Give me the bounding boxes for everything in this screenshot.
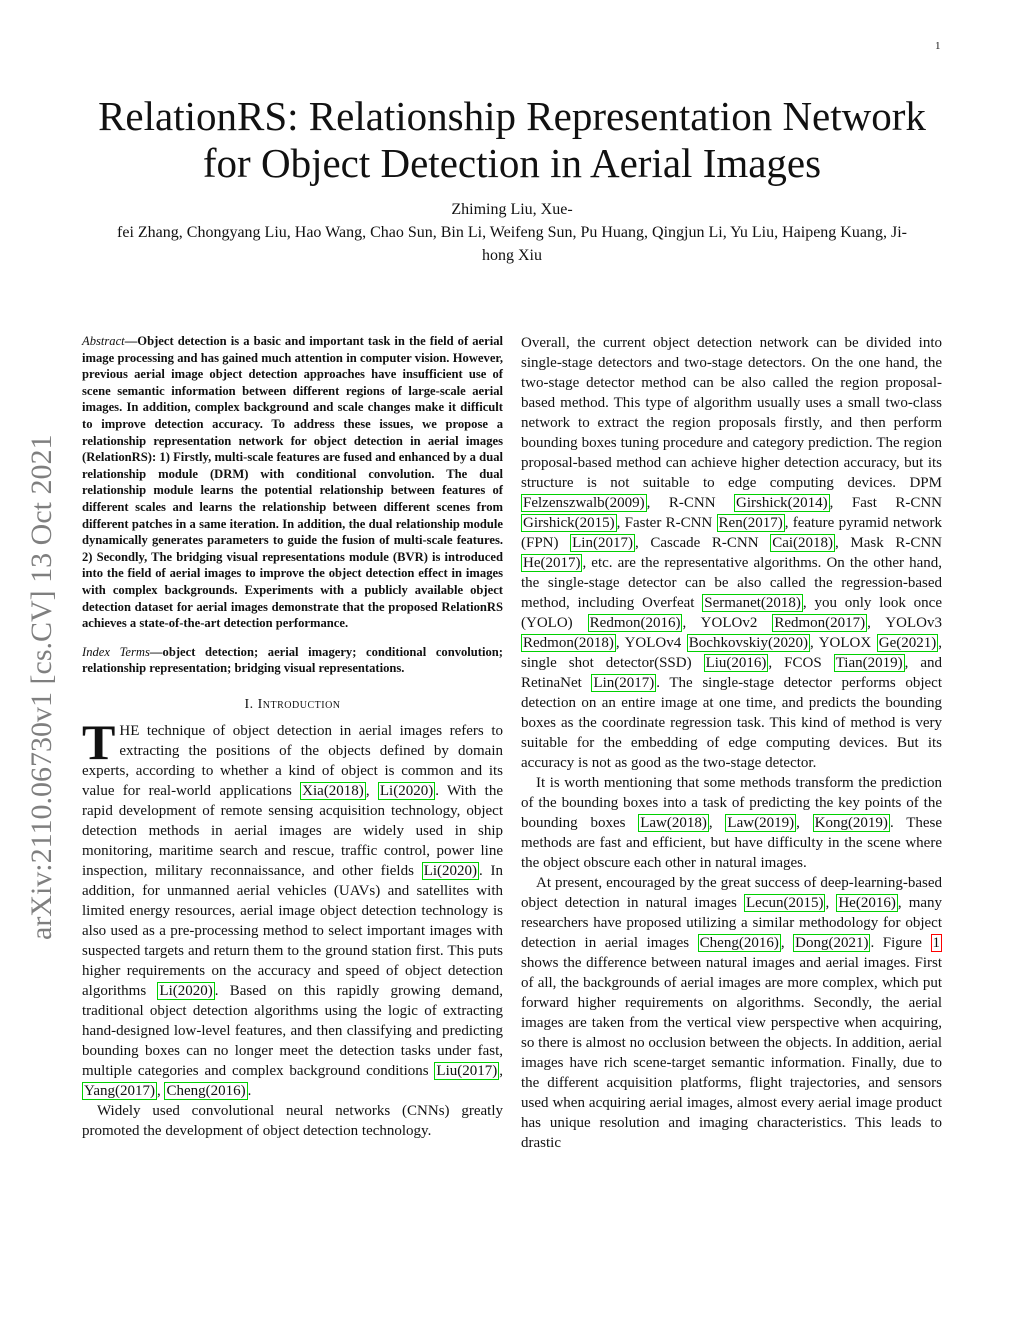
body-text: , Mask R-CNN	[835, 535, 942, 551]
author-line-2: fei Zhang, Chongyang Liu, Hao Wang, Chao Sun, Bin Li, Weifeng Sun, Pu Huang, Qingjun Li, Yu Liu, Haipeng Kuang, Ji-	[117, 224, 907, 241]
citation-link[interactable]: Ren(2017)	[718, 515, 783, 531]
section-title: Introduction	[257, 696, 341, 712]
author-list	[60, 198, 964, 267]
body-text: , Cascade R-CNN	[634, 535, 771, 551]
citation-link[interactable]: Li(2020)	[423, 862, 478, 879]
body-text: , FCOS	[768, 655, 834, 671]
citation-link[interactable]: Cai(2018)	[772, 535, 834, 551]
body-text: Overall, the current object detection network can be divided into single-stage detectors and two-stage detectors. On the one hand, the two-stage detector method can be also called the region proposal-based method. This type of algorithm usually uses a small two-class network to extract the region proposals firstly, and then perform bounding boxes tuning procedure and category prediction. The region proposal-based method can achieve higher detection accuracy, but its structure is not suitable to edge computing devices. DPM	[521, 335, 942, 491]
citation-link[interactable]: Law(2019)	[727, 815, 795, 831]
page-number: 1	[935, 40, 941, 52]
intro-paragraph-3	[521, 333, 942, 773]
intro-paragraph-1	[82, 713, 504, 1101]
body-text: , Fast R-CNN	[829, 495, 942, 511]
body-text: , YOLOv3	[867, 615, 943, 631]
body-text: shows the difference between natural images and aerial images. First of all, the backgrounds of aerial images are more complex, which put forward higher requirements on algorithms. Secondly, the aerial images are taken from the vertical view perspective when acquiring, so there is almost no occlusion between the objects. In addition, aerial images have rich scene-target semantic information. Finally, due to the different acquisition platforms, flight trajectories, and sensors used when acquiring aerial images, almost every aerial image product has unique resolution and imaging characteristics. This leads to drastic	[521, 955, 942, 1151]
body-text: . With the rapid development of remote sensing acquisition technology, object detection methods in aerial images are widely used in ship monitoring, maritime search and rescue, traffic control, power line inspection, military reconnaissance, and other fields	[82, 782, 504, 879]
citation-link[interactable]: Sermanet(2018)	[704, 595, 801, 611]
index-terms	[82, 644, 503, 677]
citation-link[interactable]: Bochkovskiy(2020)	[688, 635, 808, 651]
body-text: , single shot detector(SSD)	[521, 635, 942, 671]
left-column	[82, 333, 503, 1141]
body-text: . Based on this rapidly growing demand, traditional object detection algorithms using the logic of extracting hand-designed low-level features, and then classifying and predicting bounding boxes can no longer meet the detection tasks under fast, multiple categories and complex background conditions	[82, 982, 503, 1079]
index-terms-text: —object detection; aerial imagery; conditional convolution; relationship representation; bridging visual representations.	[82, 644, 503, 676]
abstract	[82, 333, 503, 632]
right-column	[521, 333, 942, 1153]
citation-link[interactable]: Lecun(2015)	[746, 895, 824, 911]
citation-link[interactable]: Redmon(2018)	[523, 635, 614, 651]
citation-link[interactable]: Tian(2019)	[835, 655, 903, 671]
intro-paragraph-2: Widely used convolutional neural networks (CNNs) greatly promoted the development of object detection technology.	[82, 1102, 503, 1139]
drop-cap: T	[82, 713, 116, 770]
body-text: , YOLOX	[809, 635, 877, 651]
body-text: , Faster R-CNN	[616, 515, 717, 531]
section-heading-introduction	[82, 695, 503, 715]
intro-paragraph-5	[521, 873, 942, 1153]
index-terms-label: Index Terms	[82, 644, 150, 659]
body-text: ,	[499, 1062, 503, 1079]
body-text: , you only look once (YOLO)	[521, 595, 942, 631]
body-text: , and RetinaNet	[521, 655, 942, 691]
body-text: . These methods are fast and efficient, but have difficulty in the scene where the object obscure each other in natural images.	[521, 815, 943, 871]
figure-reference-link[interactable]: 1	[932, 935, 940, 951]
citation-link[interactable]: Xia(2018)	[302, 782, 364, 799]
citation-link[interactable]: Lin(2017)	[572, 535, 633, 551]
body-text: , R-CNN	[646, 495, 734, 511]
citation-link[interactable]: Redmon(2016)	[589, 615, 681, 631]
citation-link[interactable]: Cheng(2016)	[699, 935, 779, 951]
citation-link[interactable]: Yang(2017)	[84, 1082, 155, 1099]
citation-link[interactable]: Kong(2019)	[814, 815, 888, 831]
body-text: ,	[156, 1082, 165, 1099]
citation-link[interactable]: Girshick(2015)	[523, 515, 615, 531]
citation-link[interactable]: Girshick(2014)	[735, 495, 828, 511]
body-text: ,	[780, 935, 794, 951]
body-text: , etc. are the representative algorithms. On the other hand, the single-stage detector can be also called the regression-based method, including Overfeat	[521, 555, 942, 611]
citation-link[interactable]: Felzenszwalb(2009)	[523, 495, 645, 511]
citation-link[interactable]: He(2016)	[838, 895, 896, 911]
body-text: , YOLOv4	[615, 635, 687, 651]
body-text: HE technique of object detection in aerial images refers to extracting the positions of the objects defined by domain experts, according to whether a kind of object is common and its value for real-world applications	[82, 722, 503, 799]
citation-link[interactable]: Redmon(2017)	[774, 615, 866, 631]
body-text: ,	[796, 815, 813, 831]
intro-p1-content	[82, 713, 504, 1100]
body-text: ,	[708, 815, 726, 831]
arxiv-identifier-stamp: arXiv:2110.06730v1 [cs.CV] 13 Oct 2021	[25, 434, 58, 940]
section-numeral: I.	[244, 696, 258, 712]
citation-link[interactable]: Liu(2016)	[705, 655, 767, 671]
body-text: . The single-stage detector performs object detection on an entire image at one time, and predicts the bounding boxes as the coordinate regression task. This kind of method is very suitable for the embedding of edge computing devices. But its accuracy is not as good as the two-stage detector.	[521, 675, 942, 771]
body-text: .	[247, 1082, 252, 1099]
citation-link[interactable]: Li(2020)	[379, 782, 434, 799]
body-text: , many researchers have proposed utilizing a similar methodology for object detection in aerial images	[521, 895, 943, 951]
body-text: ,	[825, 895, 837, 911]
citation-link[interactable]: Cheng(2016)	[166, 1082, 246, 1099]
citation-link[interactable]: Ge(2021)	[878, 635, 937, 651]
paper-title	[60, 93, 964, 187]
citation-link[interactable]: Lin(2017)	[593, 675, 655, 691]
abstract-text: —Object detection is a basic and important task in the field of aerial image processing and has gained much attention in computer vision. However, previous aerial image object detection approaches have insufficient use of scene semantic information between different regions of large-scale aerial images. In addition, complex background and scale changes make it difficult to improve detection accuracy. To address these issues, we propose a relationship representation network for object detection in aerial images (RelationRS): 1) Firstly, multi-scale features are fused and enhanced by a dual relationship module (DRM) with conditional convolution. The dual relationship module learns the potential relationship between features of different scales and learns the relationship between different scenes from different patches in a same iteration. In addition, the dual relationship module dynamically generates parameters to guide the fusion of multi-scale features. 2) Secondly, The bridging visual representations module (BVR) is introduced into the field of aerial images to improve the object detection effect in images with complex backgrounds. Experiments with a publicly available object detection dataset for aerial images demonstrate that the proposed RelationRS achieves a state-of-the-art detection performance.	[82, 334, 503, 631]
body-text: At present, encouraged by the great success of deep-learning-based object detection in natural images	[521, 875, 942, 911]
body-text: , feature pyramid network (FPN)	[521, 515, 942, 551]
citation-link[interactable]: He(2017)	[523, 555, 581, 571]
citation-link[interactable]: Law(2018)	[640, 815, 707, 831]
intro-paragraph-4	[521, 773, 942, 873]
body-text: , YOLOv2	[682, 615, 773, 631]
citation-link[interactable]: Liu(2017)	[436, 1062, 498, 1079]
author-line-1: Zhiming Liu, Xue-	[451, 201, 573, 218]
title-line-1: RelationRS: Relationship Representation Network	[98, 93, 926, 139]
author-line-3: hong Xiu	[482, 247, 542, 264]
citation-link[interactable]: Dong(2021)	[795, 935, 869, 951]
citation-link[interactable]: Li(2020)	[159, 982, 213, 999]
body-text: . In addition, for unmanned aerial vehicles (UAVs) and satellites with limited energy resources, aerial image object detection technology is also used as a pre-processing method to select important images with suspected targets and return them to the ground station first. This puts higher requirements on the accuracy and speed of object detection algorithms	[82, 862, 504, 999]
abstract-label: Abstract	[82, 334, 125, 348]
title-line-2: for Object Detection in Aerial Images	[202, 140, 822, 186]
body-text: . Figure	[870, 935, 931, 951]
body-text: ,	[365, 782, 378, 799]
body-text: It is worth mentioning that some methods transform the prediction of the bounding boxes into a task of predicting the key points of the bounding boxes	[521, 775, 942, 831]
